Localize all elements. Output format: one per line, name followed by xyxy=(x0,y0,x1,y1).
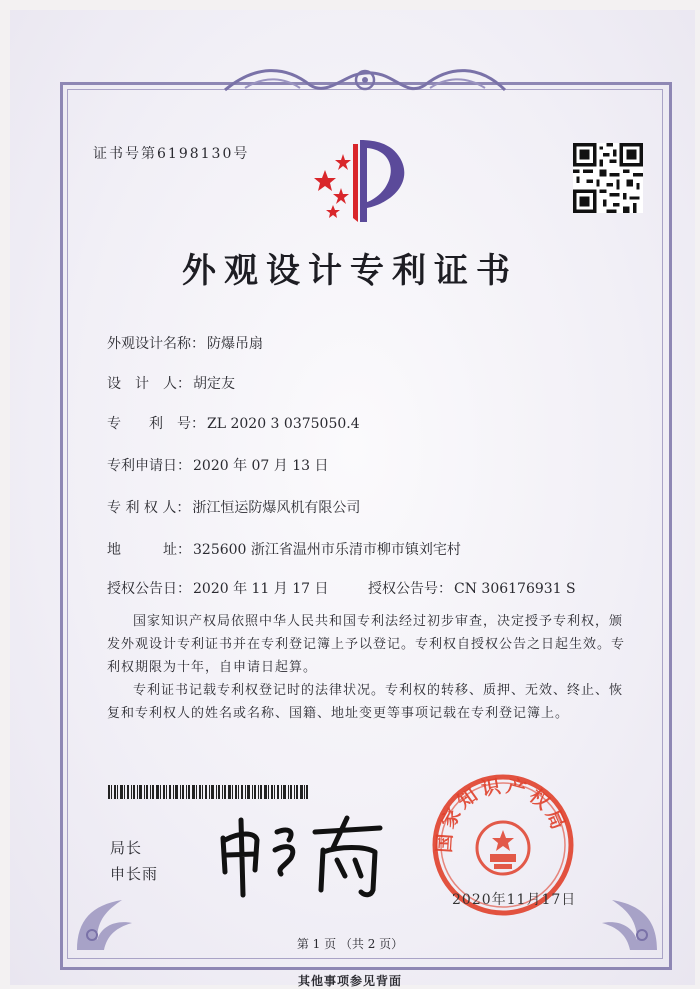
legal-status-statement: 专利证书记载专利权登记时的法律状况。专利权的转移、质押、无效、终止、恢复和专利权人的姓名或名称、国籍、地址变更等事项记载在专利登记簿上。 xyxy=(107,683,624,721)
field-address: 地 址： 325600 浙江省温州市乐清市柳市镇刘宅村 xyxy=(107,542,461,558)
field-design-name: 外观设计名称： 防爆吊扇 xyxy=(107,336,263,352)
top-ornament-icon xyxy=(215,60,515,100)
signatory-title: 局长 xyxy=(110,839,143,857)
certificate-number: 证书号第6198130号 xyxy=(93,146,250,162)
back-note: 其他事项参见背面 xyxy=(297,974,402,988)
field-application-date: 专利申请日： 2020 年 07 月 13 日 xyxy=(107,458,329,474)
field-patentee: 专 利 权 人： 浙江恒运防爆风机有限公司 xyxy=(107,500,361,516)
field-patent-number: 专 利 号： ZL 2020 3 0375050.4 xyxy=(107,416,360,432)
field-designer: 设 计 人： 胡定友 xyxy=(107,376,235,392)
certificate-title: 外观设计专利证书 xyxy=(182,251,518,291)
qr-code xyxy=(573,143,643,213)
barcode xyxy=(108,785,308,799)
field-grant-date: 授权公告日： 2020 年 11 月 17 日 xyxy=(107,581,329,597)
grant-statement: 国家知识产权局依照中华人民共和国专利法经过初步审查，决定授予专利权，颁发外观设计专利证书并在专利登记簿上予以登记。专利权自授权公告之日起生效。专利权期限为十年，自申请日起算。 xyxy=(107,614,626,675)
handwritten-signature xyxy=(215,810,395,900)
patent-office-logo-icon xyxy=(305,130,415,225)
seal-date: 2020年11月17日 xyxy=(452,892,577,908)
signatory-name: 申长雨 xyxy=(110,865,159,883)
page-indicator: 第 1 页 （共 2 页） xyxy=(296,937,404,951)
field-grant-number: 授权公告号： CN 306176931 S xyxy=(368,581,576,597)
svg-text:国家知识产权局: 国家知识产权局 xyxy=(433,774,571,854)
